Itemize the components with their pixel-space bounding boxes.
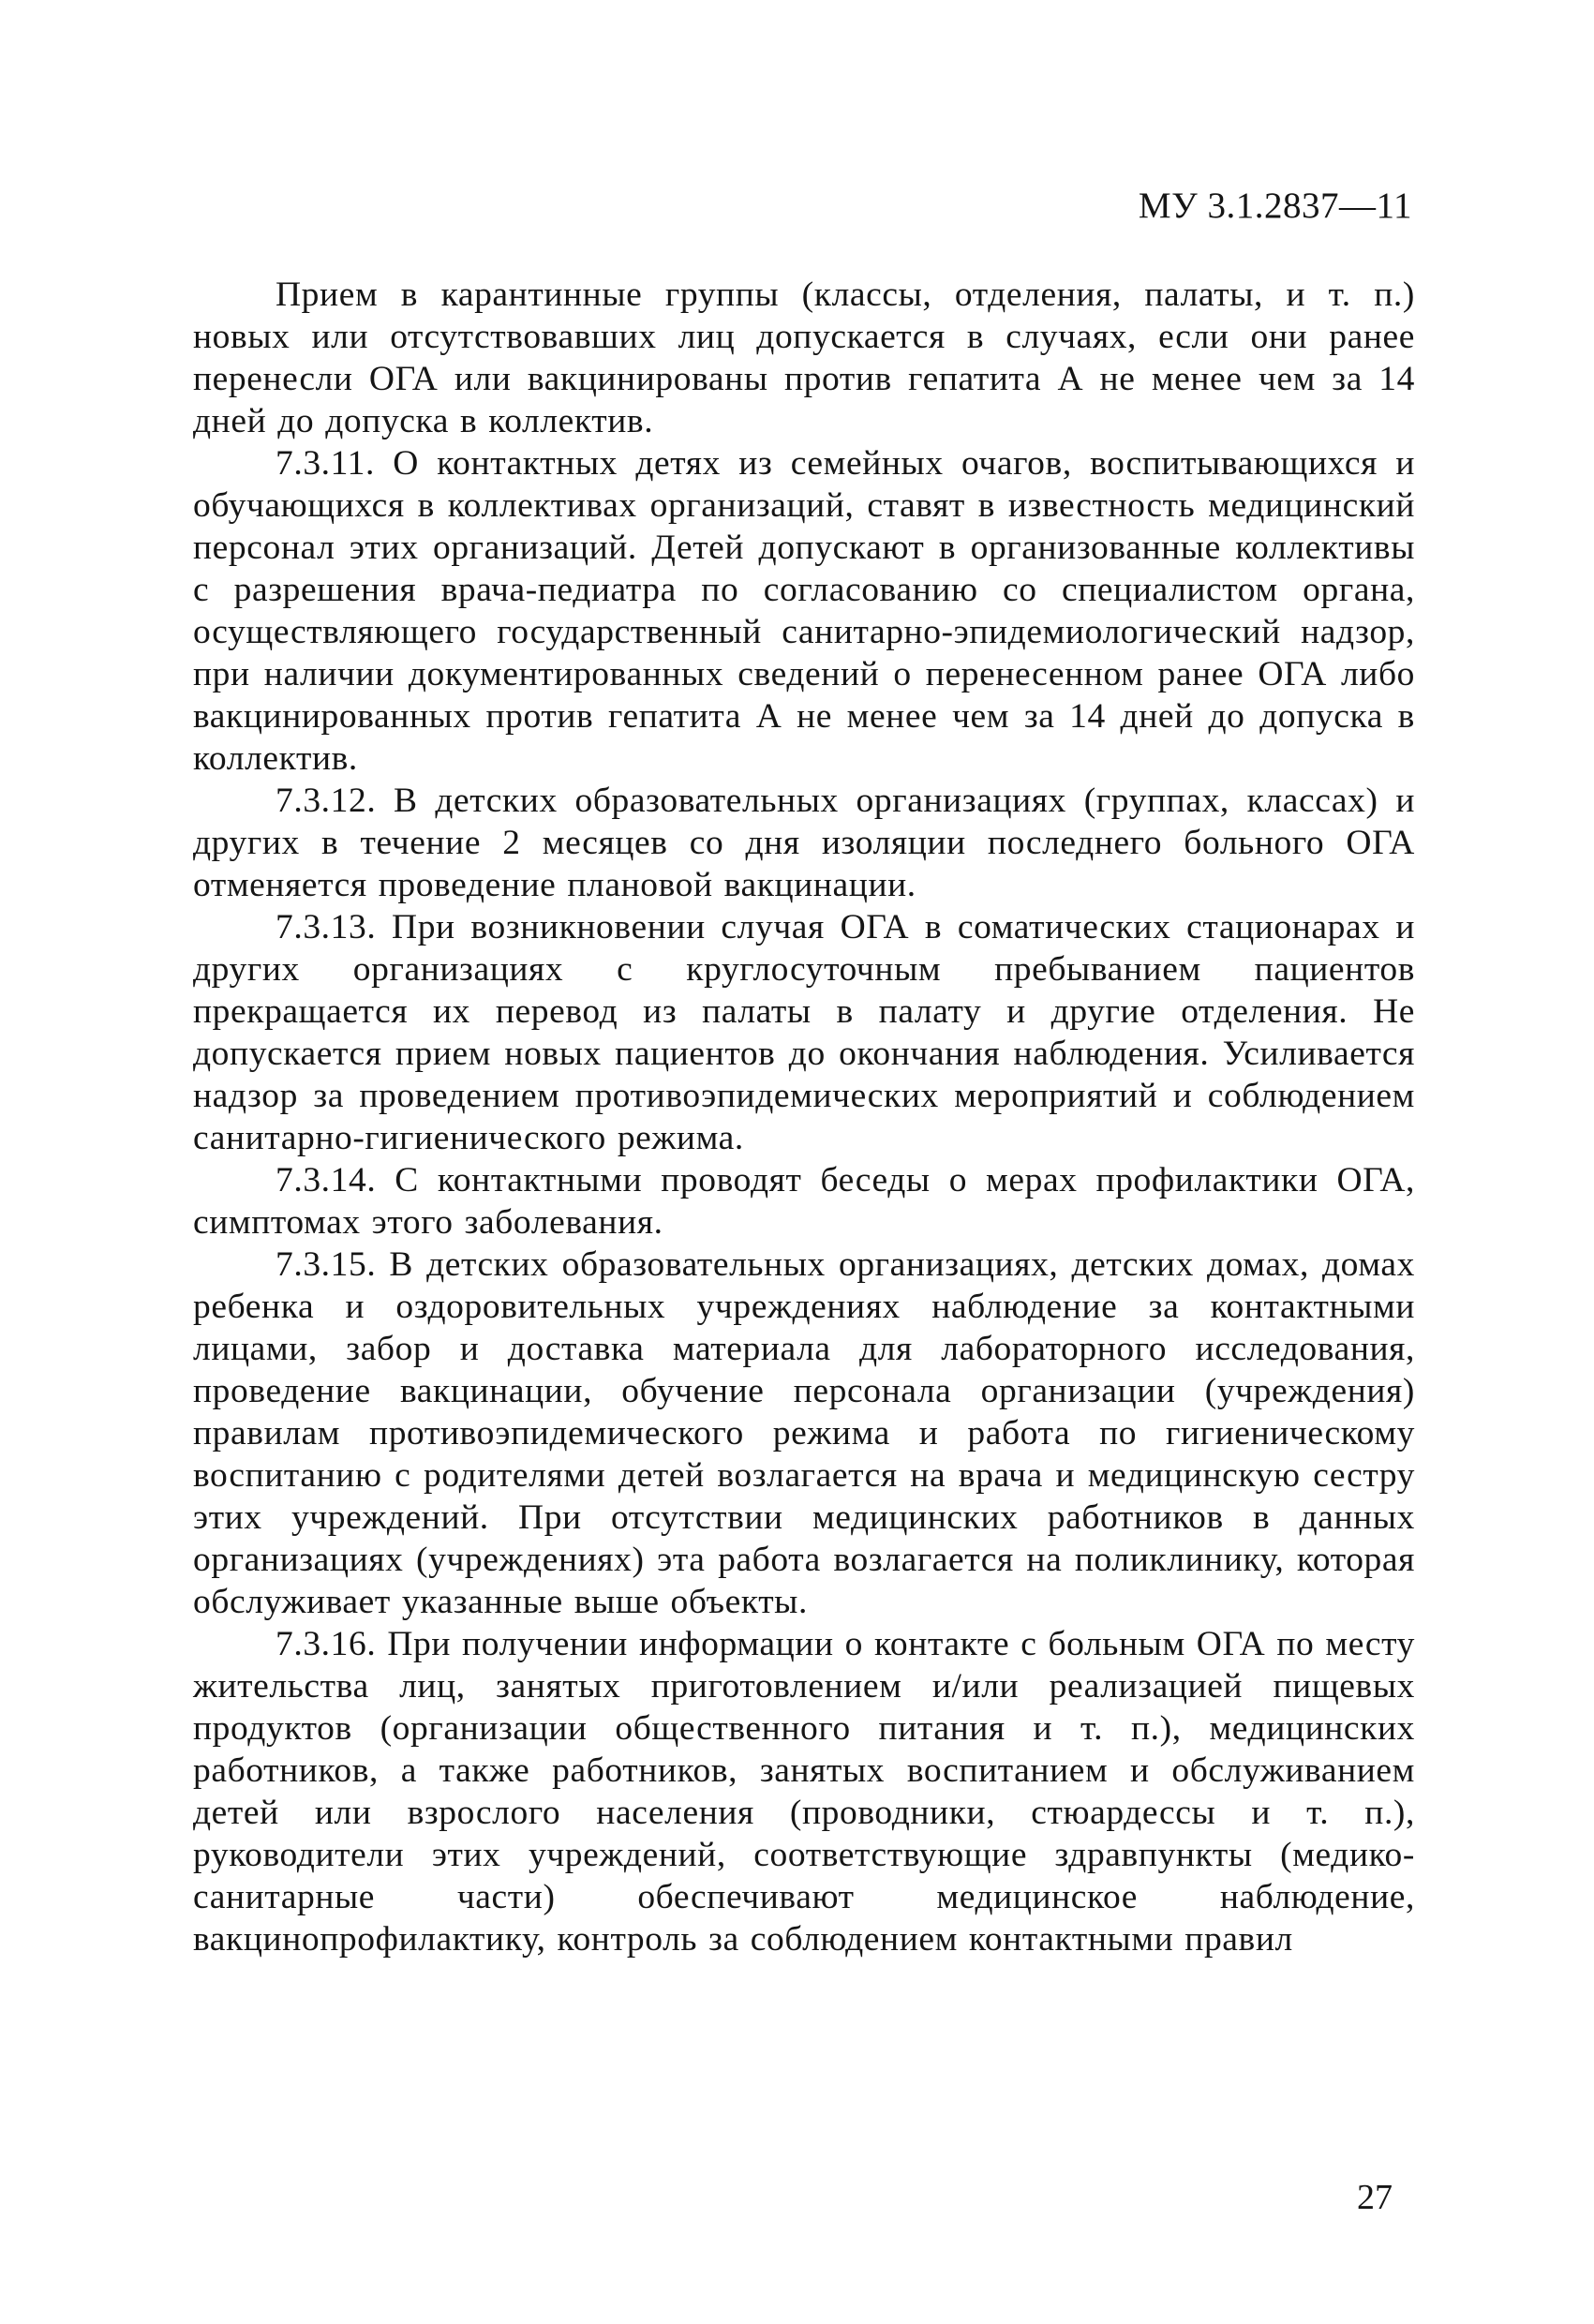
paragraph-quarantine-admission: Прием в карантинные группы (классы, отделения, палаты, и т. п.) новых или отсутствовавших лиц допускается в случаях, если они ранее перенесли ОГА или вакцинированы против гепатита А не менее чем за 14 дней до допуска в коллектив. bbox=[193, 276, 1415, 440]
paragraph-7-3-12: 7.3.12. В детских образовательных организациях (группах, классах) и других в течение 2 месяцев со дня изоляции последнего больного ОГА отменяется проведение плановой вакцинации. bbox=[193, 782, 1415, 904]
paragraph-7-3-16: 7.3.16. При получении информации о контакте с больным ОГА по месту жительства лиц, занятых приготовлением и/или реализацией пищевых продуктов (организации общественного питания и т. п.), медицинских работников, а также работников, занятых воспитанием и обслуживанием детей или взрослого населения (проводники, стюардессы и т. п.), руководители этих учреждений, соответствующие здравпункты (медико-санитарные части) обеспечивают медицинское наблюдение, вакцинопрофилактику, контроль за соблюдением контактными правил bbox=[193, 1625, 1415, 1959]
paragraph-7-3-14: 7.3.14. С контактными проводят беседы о мерах профилактики ОГА, симптомах этого заболевания. bbox=[193, 1161, 1415, 1242]
page-number: 27 bbox=[1357, 2178, 1393, 2217]
paragraph-7-3-13: 7.3.13. При возникновении случая ОГА в соматических стационарах и других организациях с круглосуточным пребыванием пациентов прекращается их перевод из палаты в палату и другие отделения. Не допускается прием новых пациентов до окончания наблюдения. Усиливается надзор за проведением противоэпидемических мероприятий и соблюдением санитарно-гигиенического режима. bbox=[193, 908, 1415, 1157]
document-header-code: МУ 3.1.2837—11 bbox=[1138, 186, 1412, 226]
document-body bbox=[193, 274, 1415, 1960]
paragraph-7-3-15: 7.3.15. В детских образовательных организациях, детских домах, домах ребенка и оздоровительных учреждениях наблюдение за контактными лицами, забор и доставка материала для лабораторного исследования, проведение вакцинации, обучение персонала организации (учреждения) правилам противоэпидемического режима и работа по гигиеническому воспитанию с родителями детей возлагается на врача и медицинскую сестру этих учреждений. При отсутствии медицинских работников в данных организациях (учреждениях) эта работа возлагается на поликлинику, которая обслуживает указанные выше объекты. bbox=[193, 1245, 1415, 1621]
paragraph-7-3-11: 7.3.11. О контактных детях из семейных очагов, воспитывающихся и обучающихся в коллективах организаций, ставят в известность медицинский персонал этих организаций. Детей допускают в организованные коллективы с разрешения врача-педиатра по согласованию со специалистом органа, осуществляющего государственный санитарно-эпидемиологический надзор, при наличии документированных сведений о перенесенном ранее ОГА либо вакцинированных против гепатита А не менее чем за 14 дней до допуска в коллектив. bbox=[193, 444, 1415, 778]
